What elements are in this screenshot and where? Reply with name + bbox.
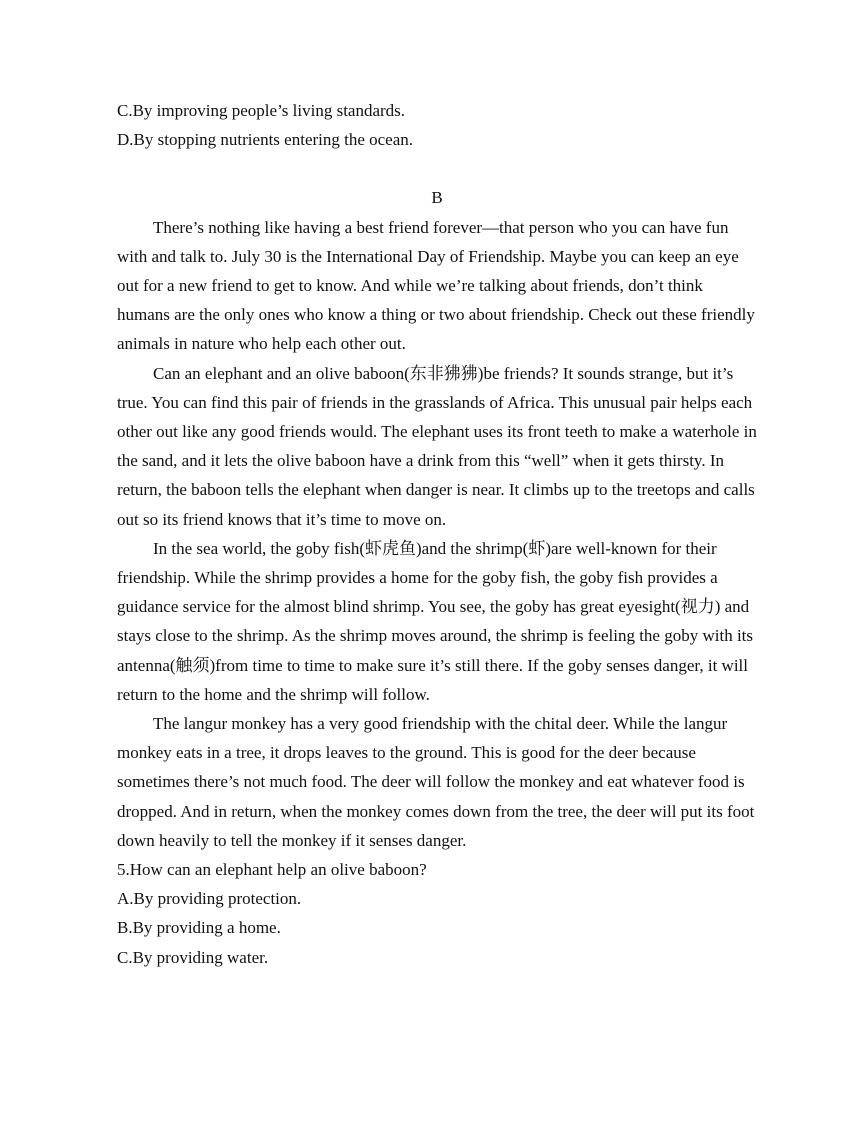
paragraph-intro: There’s nothing like having a best friend forever—that person who you can have fun with and talk to. July 30 is the International Day of Friendship. Maybe you can keep an eye out for a new friend to get to know. And while we’re talking about friends, don’t think humans are the only ones who know a thing or two about friendship. Check out these friendly animals in nature who help each other out. (117, 217, 755, 354)
paragraph-elephant-baboon: Can an elephant and an olive baboon(东非狒狒)be friends? It sounds strange, but it’s true. You can find this pair of friends in the grasslands of Africa. This unusual pair helps each other out like any good friends would. The elephant uses its front teeth to make a waterhole in the sand, and it lets the olive baboon have a drink from this “well” when it gets thirsty. In return, the baboon tells the elephant when danger is near. It climbs up to the treetops and calls out so its friend knows that it’s time to move on. (117, 363, 757, 529)
paragraph-monkey-deer: The langur monkey has a very good friendship with the chital deer. While the langur monkey eats in a tree, it drops leaves to the ground. This is good for the deer because sometimes there’s not much food. The deer will follow the monkey and eat whatever food is dropped. And in return, when the monkey comes down from the tree, the deer will put its foot down heavily to tell the monkey if it senses danger. (117, 714, 755, 850)
prev-option-d: D.By stopping nutrients entering the ocean. (117, 130, 414, 150)
document-page (117, 96, 757, 972)
question-5-option-b: B.By providing a home. (117, 918, 281, 938)
question-5-option-a: A.By providing protection. (117, 889, 302, 909)
question-5-option-c: C.By providing water. (117, 947, 269, 967)
paragraph-goby-shrimp: In the sea world, the goby fish(虾虎鱼)and the shrimp(虾)are well-known for their friendship. While the shrimp provides a home for the goby fish, the goby fish provides a guidance service for the almost blind shrimp. You see, the goby has great eyesight(视力) and stays close to the shrimp. As the shrimp moves around, the shrimp is feeling the goby with its antenna(触须)from time to time to make sure it’s still there. If the goby senses danger, it will return to the home and the shrimp will follow. (117, 538, 754, 704)
section-label: B (431, 188, 443, 208)
prev-option-c: C.By improving people’s living standards. (117, 101, 406, 120)
question-5: 5.How can an elephant help an olive baboon? (117, 860, 427, 880)
